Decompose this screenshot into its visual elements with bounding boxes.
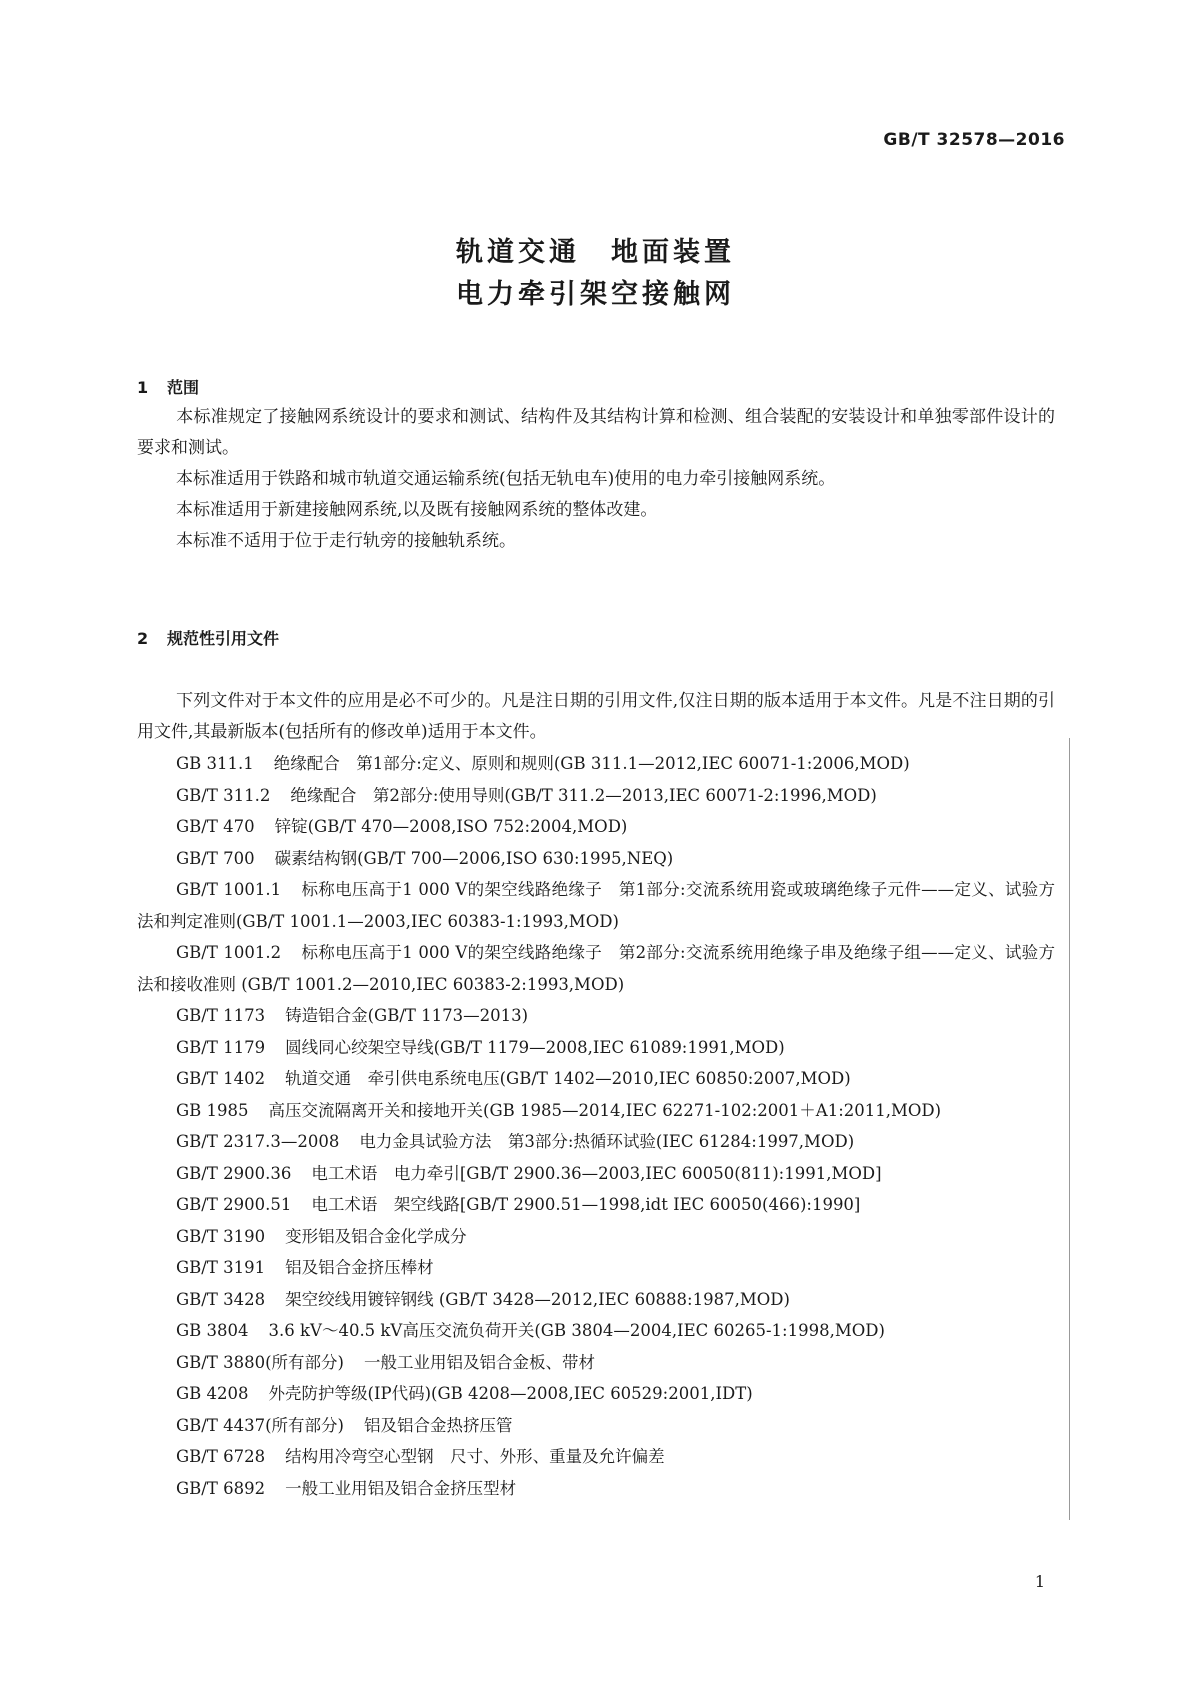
reference-item: GB/T 1173 铸造铝合金(GB/T 1173—2013) <box>176 1006 529 1025</box>
section-title: 范围 <box>167 378 200 397</box>
reference-item: GB 4208 外壳防护等级(IP代码)(GB 4208—2008,IEC 60529:2001,IDT) <box>176 1384 753 1403</box>
reference-item: GB/T 3880(所有部分) 一般工业用铝及铝合金板、带材 <box>176 1352 595 1372</box>
reference-item: GB/T 470 锌锭(GB/T 470—2008,ISO 752:2004,MOD) <box>176 817 628 836</box>
reference-item: GB/T 6892 一般工业用铝及铝合金挤压型材 <box>176 1478 517 1498</box>
reference-item: GB/T 3191 铝及铝合金挤压棒材 <box>176 1258 434 1277</box>
standard-number: GB/T 32578—2016 <box>883 130 1065 150</box>
reference-item: GB/T 1001.1 标称电压高于1 000 V的架空线路绝缘子 第1部分:交流系统用瓷或玻璃绝缘子元件——定义、试验方法和判定准则(GB/T 1001.1—2003,IEC 60383-1:1993,MOD) <box>137 880 1055 931</box>
reference-item: GB/T 311.2 绝缘配合 第2部分:使用导则(GB/T 311.2—2013,IEC 60071-2:1996,MOD) <box>176 785 877 805</box>
document-title-line2: 电力牵引架空接触网 <box>456 279 735 310</box>
reference-item: GB/T 700 碳素结构钢(GB/T 700—2006,ISO 630:1995,NEQ) <box>176 848 674 868</box>
section-title: 规范性引用文件 <box>167 629 280 648</box>
reference-item: GB/T 2317.3—2008 电力金具试验方法 第3部分:热循环试验(IEC 61284:1997,MOD) <box>176 1132 855 1151</box>
reference-item: GB/T 3190 变形铝及铝合金化学成分 <box>176 1226 467 1246</box>
scope-paragraph: 本标准适用于铁路和城市轨道交通运输系统(包括无轨电车)使用的电力牵引接触网系统。 <box>176 469 836 489</box>
references-intro: 下列文件对于本文件的应用是必不可少的。凡是注日期的引用文件,仅注日期的版本适用于本文件。凡是不注日期的引用文件,其最新版本(包括所有的修改单)适用于本文件。 <box>137 691 1055 742</box>
reference-item: GB 1985 高压交流隔离开关和接地开关(GB 1985—2014,IEC 62271-102:2001＋A1:2011,MOD) <box>176 1100 942 1120</box>
reference-item: GB/T 1001.2 标称电压高于1 000 V的架空线路绝缘子 第2部分:交流系统用绝缘子串及绝缘子组——定义、试验方法和接收准则 (GB/T 1001.2—2010,IEC 60383-2:1993,MOD) <box>137 943 1055 994</box>
scope-paragraph: 本标准不适用于位于走行轨旁的接触轨系统。 <box>176 531 516 551</box>
reference-item: GB/T 2900.51 电工术语 架空线路[GB/T 2900.51—1998,idt IEC 60050(466):1990] <box>176 1195 861 1214</box>
reference-item: GB/T 3428 架空绞线用镀锌钢线 (GB/T 3428—2012,IEC 60888:1987,MOD) <box>176 1289 790 1309</box>
section-number: 2 <box>137 629 149 648</box>
section-heading-normative-references <box>137 626 279 649</box>
margin-rule <box>1069 738 1070 1520</box>
reference-item: GB/T 6728 结构用冷弯空心型钢 尺寸、外形、重量及允许偏差 <box>176 1447 665 1466</box>
page-number: 1 <box>1034 1572 1045 1591</box>
reference-item: GB/T 4437(所有部分) 铝及铝合金热挤压管 <box>176 1415 513 1435</box>
reference-item: GB/T 1179 圆线同心绞架空导线(GB/T 1179—2008,IEC 61089:1991,MOD) <box>176 1037 785 1057</box>
reference-list <box>137 748 1055 1504</box>
scope-paragraph: 本标准规定了接触网系统设计的要求和测试、结构件及其结构计算和检测、组合装配的安装设计和单独零部件设计的要求和测试。 <box>137 407 1055 458</box>
reference-item: GB/T 1402 轨道交通 牵引供电系统电压(GB/T 1402—2010,IEC 60850:2007,MOD) <box>176 1069 851 1088</box>
section-heading-scope <box>137 375 199 398</box>
scope-paragraph: 本标准适用于新建接触网系统,以及既有接触网系统的整体改建。 <box>176 500 658 520</box>
reference-item: GB 3804 3.6 kV～40.5 kV高压交流负荷开关(GB 3804—2004,IEC 60265-1:1998,MOD) <box>176 1321 885 1340</box>
section-number: 1 <box>137 378 149 397</box>
document-title-line1: 轨道交通 地面装置 <box>456 237 735 268</box>
reference-item: GB/T 2900.36 电工术语 电力牵引[GB/T 2900.36—2003,IEC 60050(811):1991,MOD] <box>176 1163 882 1183</box>
reference-item: GB 311.1 绝缘配合 第1部分:定义、原则和规则(GB 311.1—2012,IEC 60071-1:2006,MOD) <box>176 754 910 773</box>
